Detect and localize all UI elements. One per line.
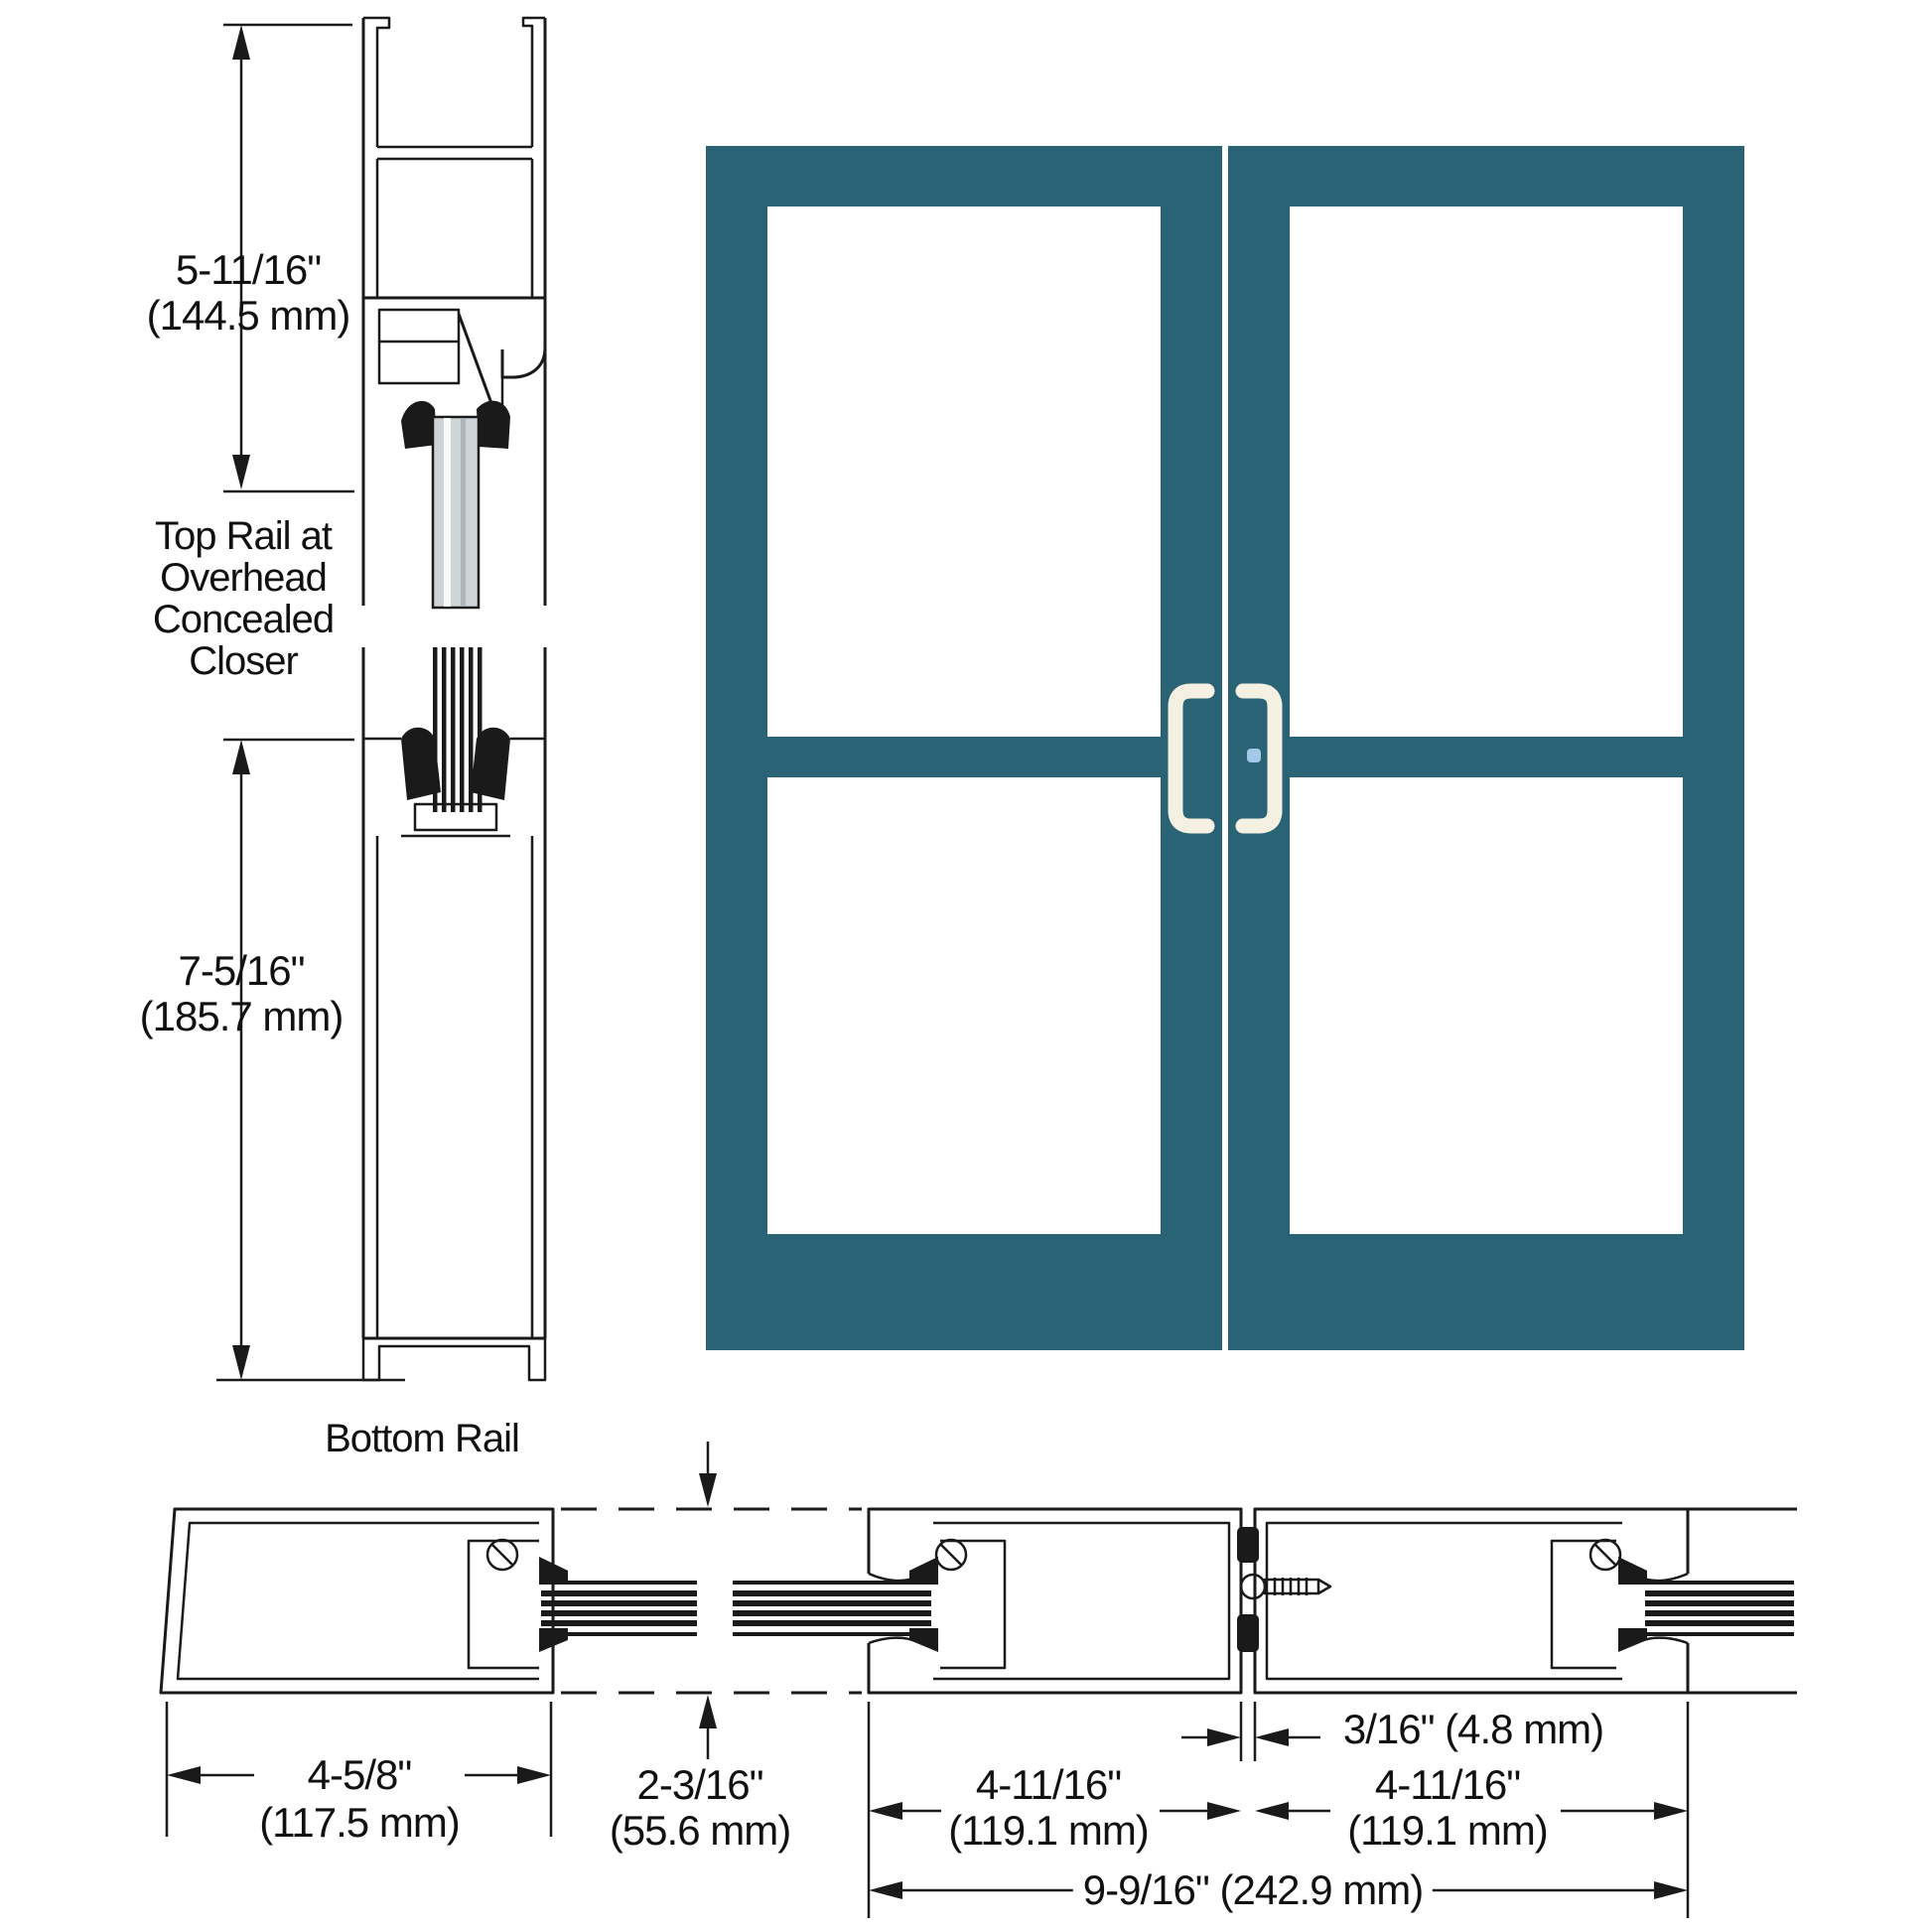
cylinder-lock-dot [1247,749,1261,762]
right-meeting-stile-section-drawing [1255,1509,1794,1693]
thickness-dim-metric: (55.6 mm) [609,1807,791,1854]
top-rail-dim-inches: 5-11/16" [175,246,322,293]
glass-strip-right-meeting [1645,1581,1794,1636]
stile-dim-metric: (117.5 mm) [259,1799,460,1846]
right-door-lower-glass [1290,777,1683,1234]
left-meeting-dim-inches: 4-11/16" [975,1761,1122,1808]
top-rail-caption-line-1: Top Rail at [155,514,332,558]
glass-strip-top-section [433,417,479,608]
thickness-dim-inches: 2-3/16" [636,1761,763,1808]
left-door-lower-glass [767,777,1161,1234]
top-rail-dim-metric: (144.5 mm) [146,292,350,339]
bottom-rail-dim-metric: (185.7 mm) [139,993,344,1039]
meeting-gap-hardware [1237,1527,1330,1652]
right-meeting-dim-metric: (119.1 mm) [1347,1807,1548,1854]
left-door-upper-glass [767,207,1161,737]
bottom-rail-dim-inches: 7-5/16" [178,947,305,994]
door-pair-front-view [706,146,1744,1350]
top-rail-caption-line-4: Closer [189,639,298,683]
left-meeting-stile-section-drawing [733,1509,1241,1693]
gap-dim-label: 3/16" (4.8 mm) [1342,1706,1604,1752]
glass-strip-hinge-stile [541,1581,697,1636]
overall-width-dim-label: 9-9/16" (242.9 mm) [1073,1869,1433,1911]
bottom-rail-caption: Bottom Rail [325,1417,519,1460]
stile-dim-inches: 4-5/8" [300,1754,420,1796]
hinge-stile-section-drawing [161,1509,697,1693]
top-rail-caption-line-2: Overhead [160,556,327,600]
left-meeting-dim-metric: (119.1 mm) [948,1807,1149,1854]
right-door-upper-glass [1290,207,1683,737]
left-door [706,146,1222,1350]
top-rail-section-drawing [363,18,545,608]
bottom-rail-section-drawing [363,647,545,1380]
top-rail-caption-line-3: Concealed [152,598,335,641]
right-meeting-dim-inches: 4-11/16" [1374,1761,1521,1808]
right-door [1228,146,1744,1350]
glass-strip-left-meeting [733,1581,931,1636]
